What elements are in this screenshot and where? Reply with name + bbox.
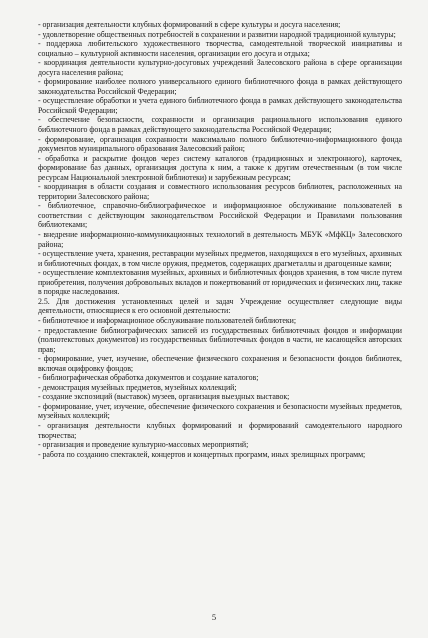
paragraph-9: - обработка и раскрытие фондов через систему каталогов (традиционных и электронного), карточек, формирование баз данных, организация доступа к ним, а также к другим отечественным (в том числе ресурсам Национальной электронной библиотеки) и зарубежным ресурсам; <box>38 153 402 182</box>
paragraph-13: - осуществление учета, хранения, реставрации музейных предметов, находящихся в его музейных, архивных и библиотечных фондах, в том числе оружия, предметов, содержащих драгметаллы и драгоценные камни; <box>38 249 402 268</box>
paragraph-18: - формирование, учет, изучение, обеспечение физического сохранения и безопасности фондов библиотек, включая оцифровку фондов; <box>38 354 402 373</box>
paragraph-22: - формирование, учет, изучение, обеспечение физического сохранения и безопасности музейных предметов, музейных коллекций; <box>38 401 402 421</box>
paragraph-6: - осуществление обработки и учета единого библиотечного фонда в рамках действующего законодательства Российской Федерации; <box>38 96 402 115</box>
page-number: 5 <box>211 612 217 622</box>
paragraph-11: - библиотечное, справочно-библиографическое и информационное обслуживание пользователей в соответствии с действующим законодательством Российской Федерации и Правилами пользования библиотеками; <box>38 201 402 230</box>
paragraph-14: - осуществление комплектования музейных, архивных и библиотечных фондов хранения, в том числе путем приобретения, получения добровольных вкладов и пожертвований от юридических и физических лиц, также в порядке наследования. <box>38 268 402 297</box>
paragraph-1: - организация деятельности клубных формирований в сфере культуры и досуга населения; <box>38 20 341 29</box>
paragraph-5: - формирование наиболее полного универсального единого библиотечного фонда в рамках действующего законодательства Российской Федерации; <box>38 77 402 96</box>
paragraph-20: - демонстрация музейных предметов, музейных коллекций; <box>38 382 237 392</box>
paragraph-19: - библиографическая обработка документов и создание каталогов; <box>38 373 259 383</box>
paragraph-17: - предоставление библиографических записей из государственных библиотечных фондов и информации (полнотекстовых документов) из государственных библиотечных фондов в части, не касающейся авторских прав; <box>38 325 402 354</box>
paragraph-21: - создание экспозиций (выставок) музеев, организация выездных выставок; <box>38 392 290 402</box>
paragraph-12: - внедрение информационно-коммуникационных технологий в деятельность МБУК «МфКЦ» Залесовского района; <box>38 230 402 249</box>
document-body <box>38 20 402 459</box>
paragraph-4: - координация деятельности культурно-досуговых учреждений Залесовского района в сфере организации досуга населения района; <box>38 58 402 77</box>
section-2-5-intro: 2.5. Для достижения установленных целей и задач Учреждение осуществляет следующие виды деятельности, относящиеся к его основной деятельности: <box>38 296 402 316</box>
paragraph-23: - организация деятельности клубных формирований и формирований самодеятельного народного творчества; <box>38 420 402 440</box>
paragraph-16: - библиотечное и информационное обслуживание пользователей библиотеки; <box>38 315 296 325</box>
paragraph-25: - работа по созданию спектаклей, концертов и концертных программ, иных зрелищных программ; <box>38 449 366 459</box>
paragraph-8: - формирование, организация сохранности максимально полного библиотечно-информационного фонда документов муниципального образования Залесовский район; <box>38 134 402 154</box>
paragraph-10: - координация в области создания и совместного использования ресурсов библиотек, расположенных на территории Залесовского района; <box>38 182 402 201</box>
paragraph-3: - поддержка любительского художественного творчества, самодеятельной творческой инициативы и социально – культурной активности населения, организации его досуга и отдыха; <box>38 39 402 58</box>
paragraph-24: - организация и проведение культурно-массовых мероприятий; <box>38 440 249 450</box>
paragraph-7: - обеспечение безопасности, сохранности и организация рационального использования единого библиотечного фонда в рамках действующего законодательства Российской Федерации; <box>38 115 402 135</box>
paragraph-2: - удовлетворение общественных потребностей в сохранении и развитии народной традиционной культуры; <box>38 29 396 39</box>
